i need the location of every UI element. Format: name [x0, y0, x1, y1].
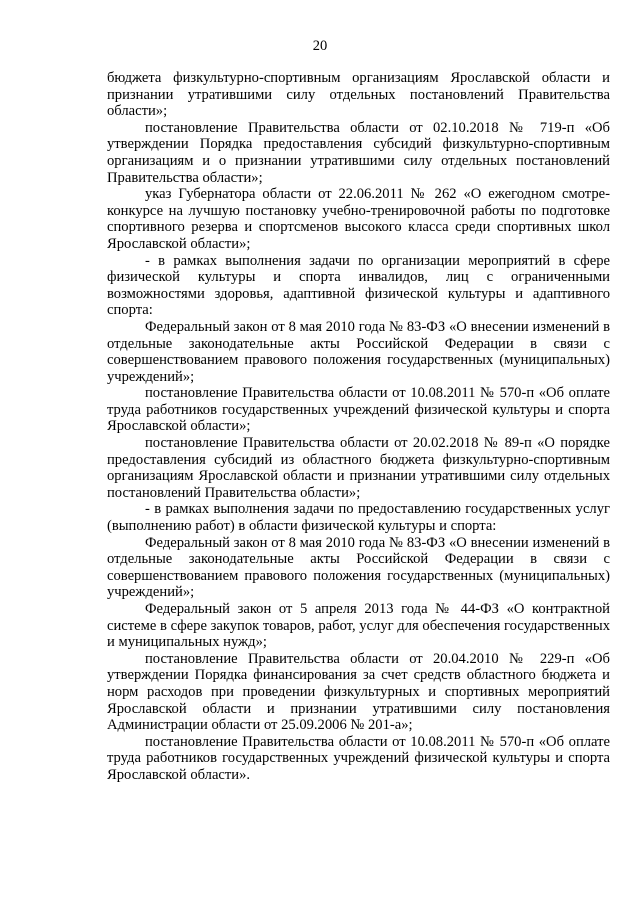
- paragraph: постановление Правительства области от 10.08.2011 № 570-п «Об оплате труда работников государственных учреждений физической культуры и спорта Ярославской области».: [107, 733, 610, 783]
- paragraph: бюджета физкультурно-спортивным организациям Ярославской области и признании утратившими силу отдельных постановлений Правительства области»;: [107, 70, 610, 120]
- paragraph: постановление Правительства области от 10.08.2011 № 570-п «Об оплате труда работников государственных учреждений физической культуры и спорта Ярославской области»;: [107, 385, 610, 435]
- paragraph: постановление Правительства области от 02.10.2018 № 719-п «Об утверждении Порядка предоставления субсидий физкультурно-спортивным организациям и о признании утратившими силу отдельных постановлений Правительства области»;: [107, 119, 610, 186]
- paragraph: - в рамках выполнения задачи по предоставлению государственных услуг (выполнению работ) в области физической культуры и спорта:: [107, 501, 610, 535]
- paragraph: Федеральный закон от 5 апреля 2013 года № 44-ФЗ «О контрактной системе в сфере закупок товаров, работ, услуг для обеспечения государственных и муниципальных нужд»;: [107, 601, 610, 651]
- paragraph: Федеральный закон от 8 мая 2010 года № 83-ФЗ «О внесении изменений в отдельные законодательные акты Российской Федерации в связи с совершенствованием правового положения государственных (муниципальных) учреждений»;: [107, 534, 610, 601]
- paragraph: - в рамках выполнения задачи по организации мероприятий в сфере физической культуры и спорта инвалидов, лиц с ограниченными возможностями здоровья, адаптивной физической культуры и адаптивного спорта:: [107, 252, 610, 319]
- page-number: 20: [312, 38, 328, 54]
- document-body: [107, 70, 610, 784]
- paragraph: постановление Правительства области от 20.04.2010 № 229-п «Об утверждении Порядка финансирования за счет средств областного бюджета и норм расходов при проведении физкультурных и спортивных мероприятий Ярославской области и признании утратившими силу постановления Администрации области от 25.09.2006 № 201-а»;: [107, 650, 610, 734]
- paragraph: постановление Правительства области от 20.02.2018 № 89-п «О порядке предоставления субсидий из областного бюджета физкультурно-спортивным организациям Ярославской области и признании утратившими силу отдельных постановлений Правительства области»;: [107, 435, 610, 501]
- paragraph: Федеральный закон от 8 мая 2010 года № 83-ФЗ «О внесении изменений в отдельные законодательные акты Российской Федерации в связи с совершенствованием правового положения государственных (муниципальных) учреждений»;: [107, 318, 610, 385]
- paragraph: указ Губернатора области от 22.06.2011 № 262 «О ежегодном смотре-конкурсе на лучшую постановку учебно-тренировочной работы по подготовке спортивного резерва и спортсменов высокого класса среди спортивных школ Ярославской области»;: [107, 186, 610, 252]
